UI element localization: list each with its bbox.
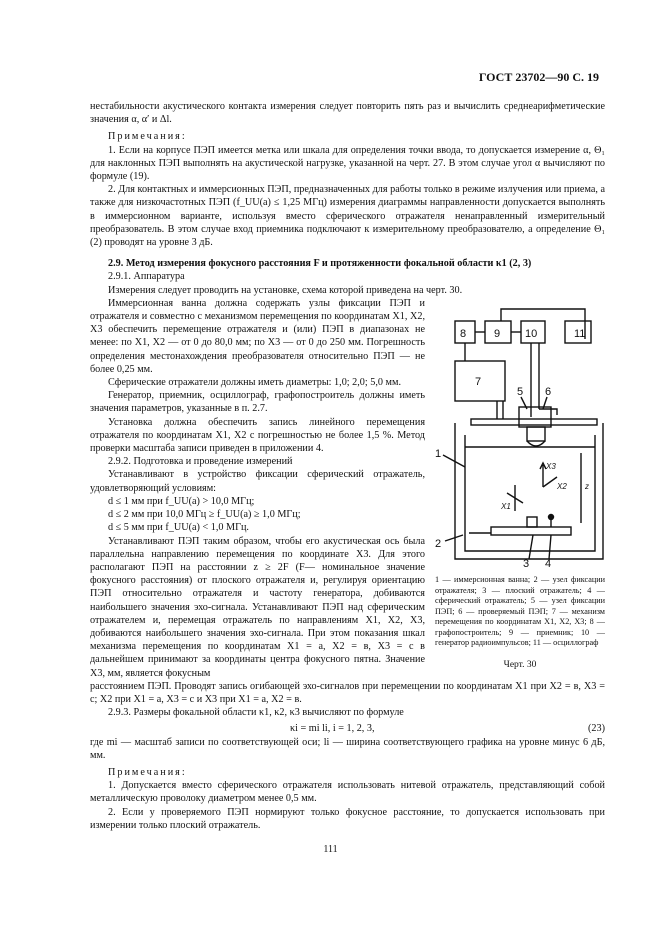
note1-2: 2. Для контактных и иммерсионных ПЭП, предназначенных для работы только в режиме излучения или приема, а также для низкочастотных ПЭП (f_UU(a) ≤ 1,25 МГц) измерения диаграммы направленности допускается выполнять в иммерсионном варианте, используя вместо сферического отражателя ненаправленный измерительный преобразователь. В этом случае вход приемника подключают к измерительному преобразователю, а определение Θ₁ (2) проводят на уровне 3 дБ. — [90, 184, 605, 249]
box-8-label: 8 — [460, 327, 467, 340]
notes2-title: Примечания: — [108, 766, 187, 778]
paragraph-2-9-1-2: Иммерсионная ванна должна содержать узлы фиксации ПЭП и отражателя и совместно с механизмом перемещения по координатам X1, X2, X3 обеспечить перемещение отражателя и (или) ПЭП в диапазонах не менее: по X1, X2 — от 0 до 80,0 мм; по X3 — от 0 до 250 мм. Погрешность определения местонахождения преобразователя относительно ПЭП — не более 0,25 мм. — [90, 297, 425, 375]
intro-paragraph: нестабильности акустического контакта измерения следует повторить пять раз и вычислить среднеарифметические значения α, α′ и Δl. — [90, 101, 605, 126]
axis-x2-label: X2 — [557, 481, 567, 491]
label-5: 5 — [517, 385, 524, 398]
figure-30 — [435, 297, 605, 680]
formula-23 — [90, 722, 605, 735]
formula-number: (23) — [588, 723, 605, 735]
figure-caption: 1 — иммерсионная ванна; 2 — узел фиксации отражателя; 3 — плоский отражатель; 4 — сферический отражатель; 5 — узел фиксации ПЭП; 6 — проверяемый ПЭП; 7 — механизм перемещения по координатам X1, X2, X3; 8 — графопостроитель; 9 — приемник; 10 — генератор радиоимпульсов; 11 — осциллограф — [435, 575, 605, 648]
paragraph-2-9-1-3: Сферические отражатели должны иметь диаметры: 1,0; 2,0; 5,0 мм. — [108, 377, 401, 389]
label-6: 6 — [545, 385, 552, 398]
note2-1: 1. Допускается вместо сферического отражателя использовать нитевой отражатель, представляющий собой металлическую проволоку диаметром менее 0,5 мм. — [90, 780, 605, 805]
notes1-title: Примечания: — [108, 131, 187, 143]
label-3: 3 — [523, 557, 530, 567]
paragraph-2-9-1-5: Установка должна обеспечить запись линейного перемещения отражателя по координатам X1, X2 с погрешностью не более 1,5 %. Метод проверки масштаба записи приведен в приложении 4. — [90, 416, 425, 455]
subsection-2-9-1: 2.9.1. Аппаратура — [108, 271, 185, 283]
paragraph-2-9-2-2: Устанавливают ПЭП таким образом, чтобы его акустическая ось была параллельна направлению перемещения по координате X3. Для этого располагают ПЭП на расстоянии z ≥ 2F (F— номинальное значение фокусного расстояния) от плоского отражателя и, регулируя ориентацию ПЭП относительно отражателя и частоту генератора, добиваются наибольшего значения эхо-сигнала. Устанавливают ПЭП над сферическим отражателем и, перемещая отражатель по направлениям X1, X2, X3, добиваются наибольшего значения эхо-сигнала. При этом показания шкал механизма перемещения по координатам X1 = a, X2 = в, X3 = c в дальнейшем принимают за координаты центра фокусного пятна. Значение X3, мм, является фокусным — [90, 535, 425, 679]
label-4: 4 — [545, 557, 552, 567]
section-title: 2.9. Метод измерения фокусного расстояния F и протяженности фокальной области κ1 (2, 3) — [108, 258, 532, 270]
where-text: где mi — масштаб записи по соответствующей оси; li — ширина соответствующего графика на уровне минус 6 дБ, мм. — [90, 736, 605, 761]
paragraph-2-9-2-2-cont: расстоянием ПЭП. Проводят запись огибающей эхо-сигналов при перемещении по координатам X1 при X2 = в, X3 = c; X2 при X1 = a, X3 = c и X3 при X1 = a, X2 = в. — [90, 680, 605, 705]
paragraph-2-9-2-1: Устанавливают в устройство фиксации сферический отражатель, удовлетворяющий условиям: — [90, 469, 425, 494]
note1-1: 1. Если на корпусе ПЭП имеется метка или шкала для определения точки ввода, то допускается измерение α, Θ₁ для наклонных ПЭП выполнять на акустической нагрузке, указанной на черт. 27. В этом случае угол α вычисляют по формуле (19). — [90, 144, 605, 183]
figure-number: Черт. 30 — [503, 659, 537, 670]
axis-z-label: z — [585, 481, 589, 491]
label-1: 1 — [435, 447, 442, 460]
subsection-2-9-2: 2.9.2. Подготовка и проведение измерений — [108, 456, 293, 468]
formula: κi = mi li, i = 1, 2, 3, — [290, 723, 375, 735]
page-header: ГОСТ 23702—90 С. 19 — [478, 70, 599, 84]
subsection-2-9-3: 2.9.3. Размеры фокальной области κ1, κ2, κ3 вычисляют по формуле — [108, 707, 404, 719]
note2-2: 2. Если у проверяемого ПЭП нормируют только фокусное расстояние, то допускается использовать при измерении только плоский отражатель. — [90, 806, 605, 831]
condition-3: d ≤ 5 мм при f_UU(a) < 1,0 МГц. — [108, 522, 249, 534]
setup-diagram — [435, 297, 605, 567]
condition-2: d ≤ 2 мм при 10,0 МГц ≥ f_UU(a) ≥ 1,0 МГц; — [108, 509, 301, 521]
box-7-label: 7 — [475, 375, 482, 388]
condition-1: d ≤ 1 мм при f_UU(a) > 10,0 МГц; — [108, 495, 255, 507]
box-10-label: 10 — [525, 327, 538, 340]
page-number: 111 — [323, 844, 338, 855]
paragraph-2-9-1-1: Измерения следует проводить на установке, схема которой приведена на черт. 30. — [108, 284, 463, 296]
document-body — [90, 100, 605, 832]
box-9-label: 9 — [494, 327, 501, 340]
axis-x1-label: X1 — [501, 501, 511, 511]
axis-x3-label: X3 — [546, 461, 556, 471]
label-2: 2 — [435, 537, 442, 550]
box-11-label: 11 — [574, 327, 586, 340]
paragraph-2-9-1-4: Генератор, приемник, осциллограф, графопостроитель должны иметь значения параметров, указанные в п. 2.7. — [90, 390, 425, 415]
